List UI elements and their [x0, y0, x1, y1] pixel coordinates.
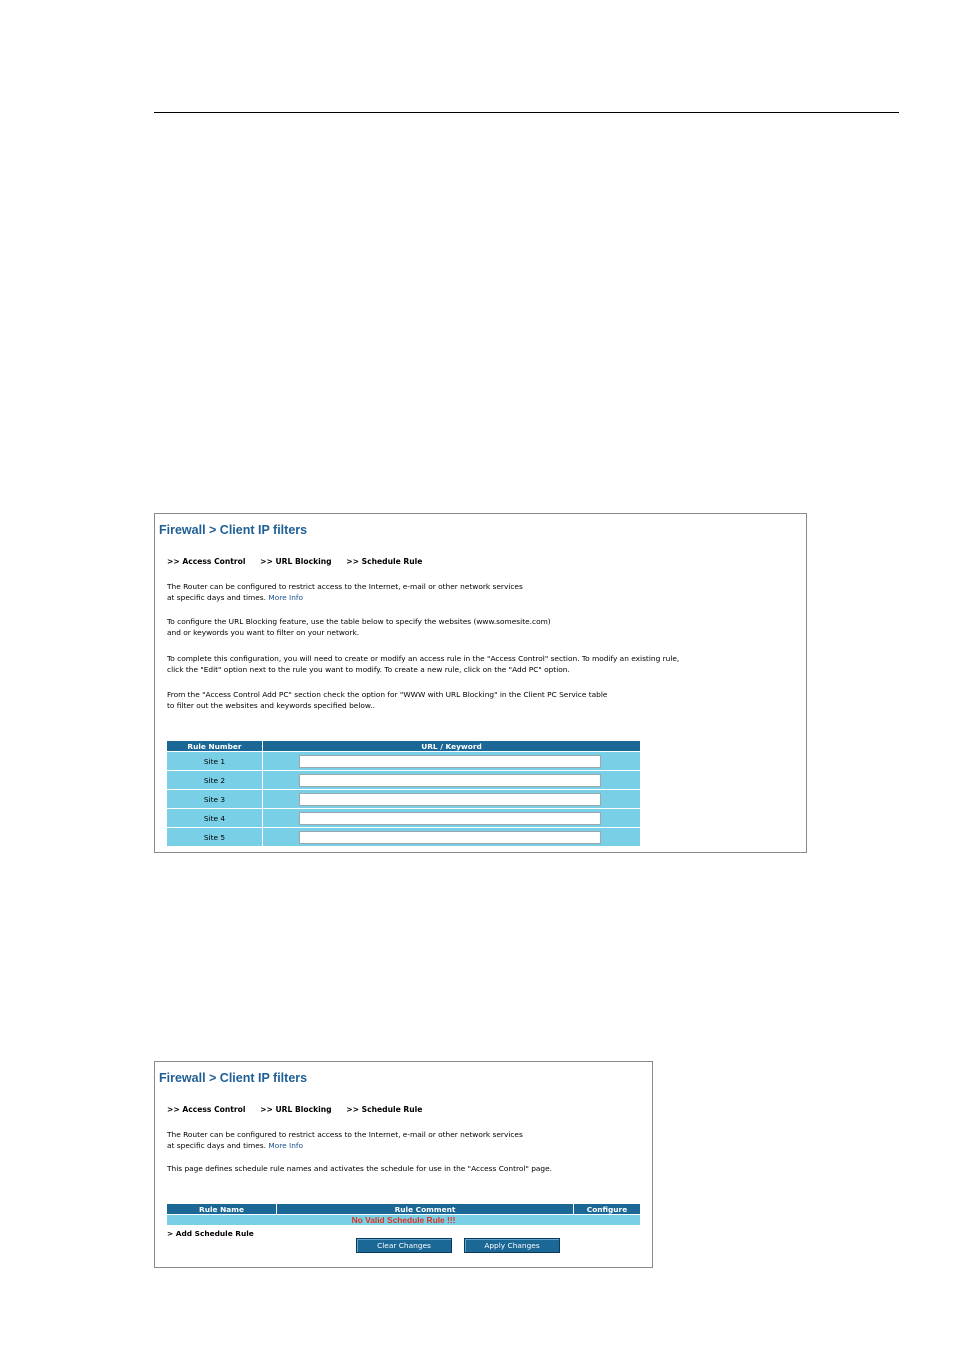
intro-text: The Router can be configured to restrict access to the Internet, e-mail or other network services at specific days and times. More Info	[167, 1130, 523, 1150]
site-2-url-input[interactable]	[299, 774, 601, 787]
access-rule-instructions: To complete this configuration, you will need to create or modify an access rule in the "Access Control" section. To modify an existing rule, click the "Edit" option next to the rule you want to modify. To create a new rule, click on the "Add PC" option.	[167, 654, 680, 674]
column-rule-name: Rule Name	[167, 1204, 277, 1215]
table-row	[167, 752, 641, 771]
url-blocking-screenshot	[154, 513, 807, 853]
no-schedule-rule-message: No Valid Schedule Rule !!!	[351, 1215, 456, 1225]
section-nav	[167, 1105, 422, 1114]
url-keyword-table	[166, 740, 641, 847]
site-label: Site 2	[167, 771, 263, 790]
table-row	[167, 809, 641, 828]
schedule-description: This page defines schedule rule names and activates the schedule for use in the "Access Control" page.	[167, 1164, 553, 1173]
apply-changes-button[interactable]: Apply Changes	[464, 1238, 560, 1253]
site-label: Site 3	[167, 790, 263, 809]
nav-schedule-rule[interactable]: >> Schedule Rule	[346, 1105, 423, 1114]
table-row	[167, 1215, 641, 1226]
intro-text: The Router can be configured to restrict access to the Internet, e-mail or other network services at specific days and times. More Info	[167, 582, 523, 602]
nav-access-control[interactable]: >> Access Control	[167, 1105, 246, 1114]
clear-changes-button[interactable]: Clear Changes	[356, 1238, 452, 1253]
section-nav	[167, 557, 422, 566]
table-row	[167, 828, 641, 847]
site-5-url-input[interactable]	[299, 831, 601, 844]
site-label: Site 4	[167, 809, 263, 828]
add-schedule-rule-link[interactable]: > Add Schedule Rule	[167, 1229, 254, 1238]
column-configure: Configure	[574, 1204, 641, 1215]
table-row	[167, 790, 641, 809]
nav-schedule-rule[interactable]: >> Schedule Rule	[346, 557, 423, 566]
column-rule-comment: Rule Comment	[277, 1204, 574, 1215]
page-header-rule	[154, 112, 899, 113]
more-info-link[interactable]: More Info	[268, 593, 304, 602]
schedule-rule-table	[166, 1203, 641, 1226]
schedule-rule-screenshot	[154, 1061, 653, 1268]
nav-url-blocking[interactable]: >> URL Blocking	[260, 557, 332, 566]
page-title: Firewall > Client IP filters	[159, 523, 308, 537]
site-label: Site 5	[167, 828, 263, 847]
site-3-url-input[interactable]	[299, 793, 601, 806]
page-title: Firewall > Client IP filters	[159, 1071, 308, 1085]
add-pc-instructions: From the "Access Control Add PC" section check the option for "WWW with URL Blocking" in the Client PC Service table to filter out the websites and keywords specified below..	[167, 690, 608, 710]
url-blocking-instructions: To configure the URL Blocking feature, use the table below to specify the websites (www.somesite.com) and or keywords you want to filter on your network.	[167, 617, 551, 637]
nav-url-blocking[interactable]: >> URL Blocking	[260, 1105, 332, 1114]
column-rule-number: Rule Number	[167, 741, 263, 752]
site-1-url-input[interactable]	[299, 755, 601, 768]
column-url-keyword: URL / Keyword	[263, 741, 641, 752]
more-info-link[interactable]: More Info	[268, 1141, 304, 1150]
site-label: Site 1	[167, 752, 263, 771]
table-row	[167, 771, 641, 790]
site-4-url-input[interactable]	[299, 812, 601, 825]
nav-access-control[interactable]: >> Access Control	[167, 557, 246, 566]
